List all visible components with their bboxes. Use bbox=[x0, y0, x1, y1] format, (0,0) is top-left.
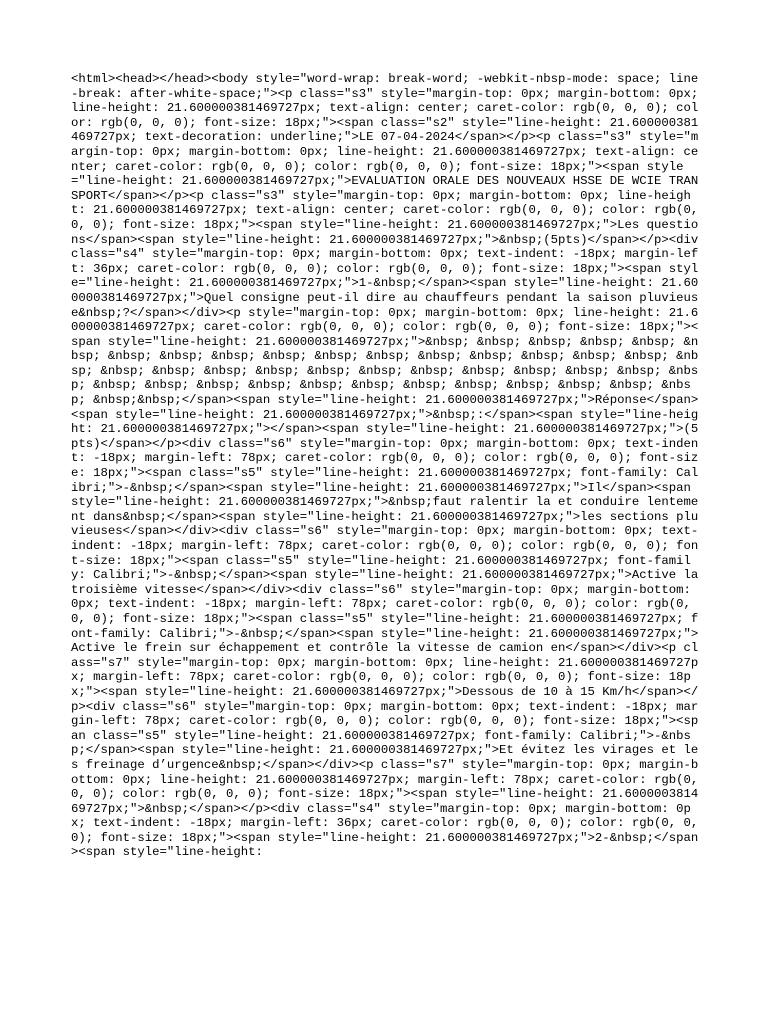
document-page bbox=[71, 72, 706, 860]
html-source-text: <html><head></head><body style="word-wrap: break-word; -webkit-nbsp-mode: space; line-break: after-white-space;"><p class="s3" style="margin-top: 0px; margin-bottom: 0px; line-height: 21.600000381469727px; text-align: center; caret-color: rgb(0, 0, 0); color: rgb(0, 0, 0); font-size: 18px;"><span class="s2" style="line-height: 21.600000381469727px; text-decoration: underline;">LE 07-04-2024</span></p><p class="s3" style="margin-top: 0px; margin-bottom: 0px; line-height: 21.600000381469727px; text-align: center; caret-color: rgb(0, 0, 0); color: rgb(0, 0, 0); font-size: 18px;"><span style="line-height: 21.600000381469727px;">EVALUATION ORALE DES NOUVEAUX HSSE DE WCIE TRANSPORT</span></p><p class="s3" style="margin-top: 0px; margin-bottom: 0px; line-height: 21.600000381469727px; text-align: center; caret-color: rgb(0, 0, 0); color: rgb(0, 0, 0); font-size: 18px;"><span style="line-height: 21.600000381469727px;">Les questions</span><span style="line-height: 21.600000381469727px;">&nbsp;(5pts)</span></p><div class="s4" style="margin-top: 0px; margin-bottom: 0px; text-indent: -18px; margin-left: 36px; caret-color: rgb(0, 0, 0); color: rgb(0, 0, 0); font-size: 18px;"><span style="line-height: 21.600000381469727px;">1-&nbsp;</span><span style="line-height: 21.600000381469727px;">Quel consigne peut-il dire au chauffeurs pendant la saison pluvieuse&nbsp;?</span></div><p style="margin-top: 0px; margin-bottom: 0px; line-height: 21.600000381469727px; caret-color: rgb(0, 0, 0); color: rgb(0, 0, 0); font-size: 18px;"><span style="line-height: 21.600000381469727px;">&nbsp; &nbsp; &nbsp; &nbsp; &nbsp; &nbsp; &nbsp; &nbsp; &nbsp; &nbsp; &nbsp; &nbsp; &nbsp; &nbsp; &nbsp; &nbsp; &nbsp; &nbsp; &nbsp; &nbsp; &nbsp; &nbsp; &nbsp; &nbsp; &nbsp; &nbsp; &nbsp; &nbsp; &nbsp; &nbsp; &nbsp; &nbsp; &nbsp; &nbsp; &nbsp; &nbsp; &nbsp; &nbsp; &nbsp; &nbsp; &nbsp; &nbsp; &nbsp;&nbsp;</span><span style="line-height: 21.600000381469727px;">Réponse</span><span style="line-height: 21.600000381469727px;">&nbsp;:</span><span style="line-height: 21.600000381469727px;"></span><span style="line-height: 21.600000381469727px;">(5pts)</span></p><div class="s6" style="margin-top: 0px; margin-bottom: 0px; text-indent: -18px; margin-left: 78px; caret-color: rgb(0, 0, 0); color: rgb(0, 0, 0); font-size: 18px;"><span class="s5" style="line-height: 21.600000381469727px; font-family: Calibri;">-&nbsp;</span><span style="line-height: 21.600000381469727px;">Il</span><span style="line-height: 21.600000381469727px;">&nbsp;faut ralentir la et conduire lentement dans&nbsp;</span><span style="line-height: 21.600000381469727px;">les sections pluvieuses</span></div><div class="s6" style="margin-top: 0px; margin-bottom: 0px; text-indent: -18px; margin-left: 78px; caret-color: rgb(0, 0, 0); color: rgb(0, 0, 0); font-size: 18px;"><span class="s5" style="line-height: 21.600000381469727px; font-family: Calibri;">-&nbsp;</span><span style="line-height: 21.600000381469727px;">Active la troisième vitesse</span></div><div class="s6" style="margin-top: 0px; margin-bottom: 0px; text-indent: -18px; margin-left: 78px; caret-color: rgb(0, 0, 0); color: rgb(0, 0, 0); font-size: 18px;"><span class="s5" style="line-height: 21.600000381469727px; font-family: Calibri;">-&nbsp;</span><span style="line-height: 21.600000381469727px;">Active le frein sur échappement et contrôle la vitesse de camion en</span></div><p class="s7" style="margin-top: 0px; margin-bottom: 0px; line-height: 21.600000381469727px; margin-left: 78px; caret-color: rgb(0, 0, 0); color: rgb(0, 0, 0); font-size: 18px;"><span style="line-height: 21.600000381469727px;">Dessous de 10 à 15 Km/h</span></p><div class="s6" style="margin-top: 0px; margin-bottom: 0px; text-indent: -18px; margin-left: 78px; caret-color: rgb(0, 0, 0); color: rgb(0, 0, 0); font-size: 18px;"><span class="s5" style="line-height: 21.600000381469727px; font-family: Calibri;">-&nbsp;</span><span style="line-height: 21.600000381469727px;">Et évitez les virages et les freinage d’urgence&nbsp;</span></div><p class="s7" style="margin-top: 0px; margin-bottom: 0px; line-height: 21.600000381469727px; margin-left: 78px; caret-color: rgb(0, 0, 0); color: rgb(0, 0, 0); font-size: 18px;"><span style="line-height: 21.600000381469727px;">&nbsp;</span></p><div class="s4" style="margin-top: 0px; margin-bottom: 0px; text-indent: -18px; margin-left: 36px; caret-color: rgb(0, 0, 0); color: rgb(0, 0, 0); font-size: 18px;"><span style="line-height: 21.600000381469727px;">2-&nbsp;</span><span style="line-height: bbox=[71, 72, 706, 860]
